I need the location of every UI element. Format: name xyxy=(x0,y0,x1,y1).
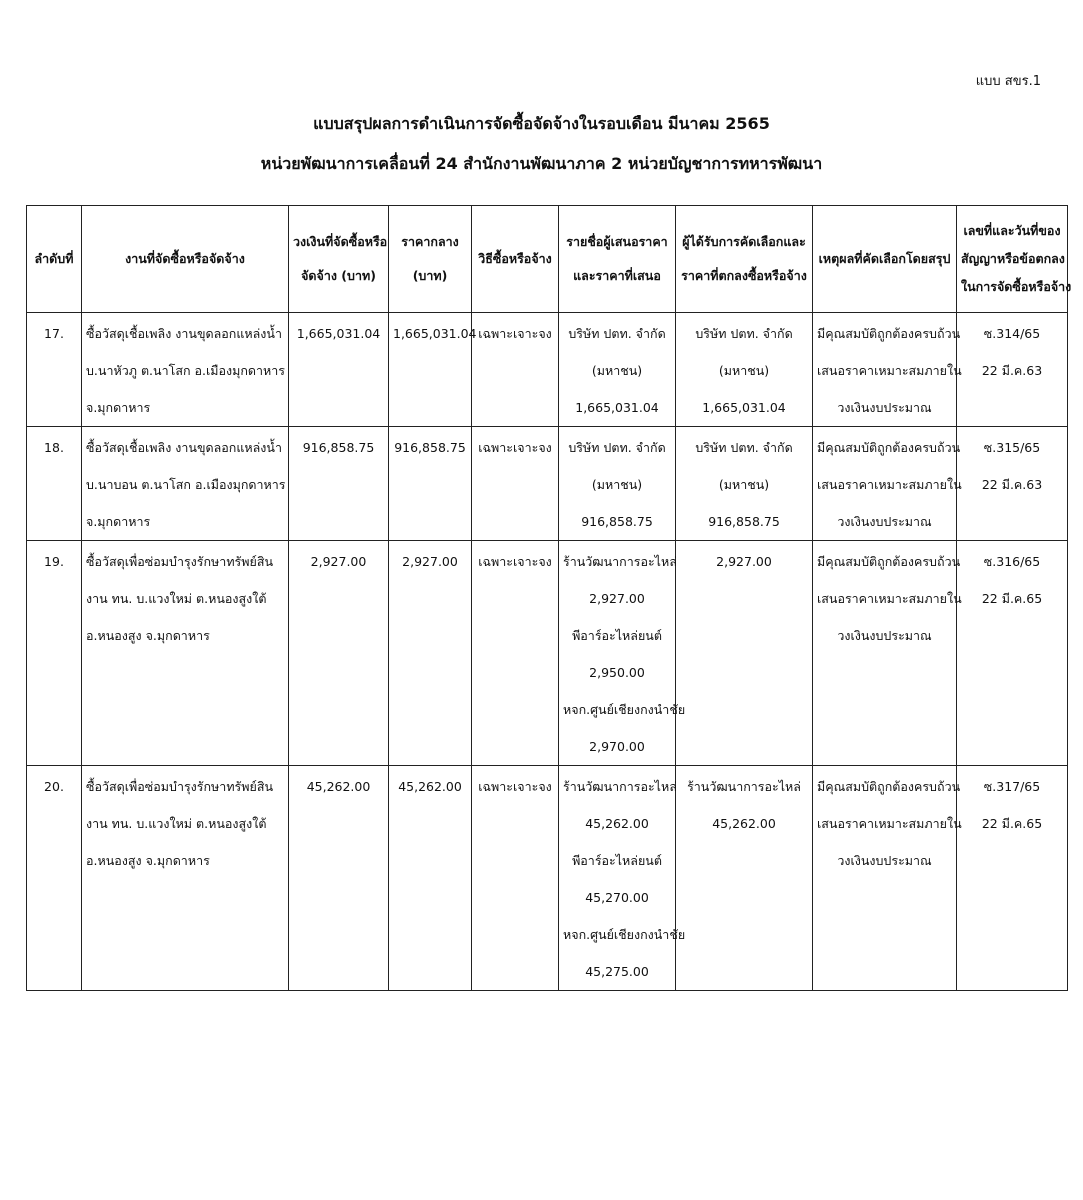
row-contract: ซ.315/65 22 มี.ค.63 xyxy=(957,427,1068,541)
row-bidders: ร้านวัฒนาการอะไหล่ 2,927.00 พีอาร์อะไหล่ยนต์ 2,950.00 หจก.ศูนย์เชียงกงนำชัย 2,970.00 xyxy=(559,541,676,766)
row-contract: ซ.317/65 22 มี.ค.65 xyxy=(957,766,1068,991)
table-row xyxy=(27,427,1068,541)
row-method: เฉพาะเจาะจง xyxy=(472,427,559,541)
row-reason: มีคุณสมบัติถูกต้องครบถ้วน เสนอราคาเหมาะสมภายใน วงเงินงบประมาณ xyxy=(813,766,957,991)
row-bidders: บริษัท ปตท. จำกัด (มหาชน) 1,665,031.04 xyxy=(559,313,676,427)
row-selected: ร้านวัฒนาการอะไหล่ 45,262.00 xyxy=(676,766,813,991)
row-work: ซื้อวัสดุเพื่อซ่อมบำรุงรักษาทรัพย์สิน งาน ทน. บ.แวงใหม่ ต.หนองสูงใต้ อ.หนองสูง จ.มุกดาหาร xyxy=(82,541,289,766)
row-work: ซื้อวัสดุเชื้อเพลิง งานขุดลอกแหล่งน้ำ บ.นาหัวภู ต.นาโสก อ.เมืองมุกดาหาร จ.มุกดาหาร xyxy=(82,313,289,427)
row-no: 17. xyxy=(27,313,82,427)
row-method: เฉพาะเจาะจง xyxy=(472,313,559,427)
header-budget: วงเงินที่จัดซื้อหรือ จัดจ้าง (บาท) xyxy=(289,206,389,313)
document-title: แบบสรุปผลการดำเนินการจัดซื้อจัดจ้างในรอบเดือน มีนาคม 2565 xyxy=(313,114,770,133)
row-work: ซื้อวัสดุเพื่อซ่อมบำรุงรักษาทรัพย์สิน งาน ทน. บ.แวงใหม่ ต.หนองสูงใต้ อ.หนองสูง จ.มุกดาหาร xyxy=(82,766,289,991)
row-median-price: 2,927.00 xyxy=(389,541,472,766)
row-no: 19. xyxy=(27,541,82,766)
table-row xyxy=(27,766,1068,991)
row-budget: 916,858.75 xyxy=(289,427,389,541)
header-work: งานที่จัดซื้อหรือจัดจ้าง xyxy=(82,206,289,313)
row-method: เฉพาะเจาะจง xyxy=(472,766,559,991)
row-reason: มีคุณสมบัติถูกต้องครบถ้วน เสนอราคาเหมาะสมภายใน วงเงินงบประมาณ xyxy=(813,541,957,766)
header-bidders: รายชื่อผู้เสนอราคา และราคาที่เสนอ xyxy=(559,206,676,313)
row-selected: 2,927.00 xyxy=(676,541,813,766)
row-bidders: บริษัท ปตท. จำกัด (มหาชน) 916,858.75 xyxy=(559,427,676,541)
row-median-price: 1,665,031.04 xyxy=(389,313,472,427)
header-no: ลำดับที่ xyxy=(27,206,82,313)
row-budget: 1,665,031.04 xyxy=(289,313,389,427)
row-bidders: ร้านวัฒนาการอะไหล่ 45,262.00 พีอาร์อะไหล่ยนต์ 45,270.00 หจก.ศูนย์เชียงกงนำชัย 45,275.00 xyxy=(559,766,676,991)
header-row xyxy=(27,206,1068,313)
row-budget: 45,262.00 xyxy=(289,766,389,991)
row-work: ซื้อวัสดุเชื้อเพลิง งานขุดลอกแหล่งน้ำ บ.นาบอน ต.นาโสก อ.เมืองมุกดาหาร จ.มุกดาหาร xyxy=(82,427,289,541)
row-selected: บริษัท ปตท. จำกัด (มหาชน) 1,665,031.04 xyxy=(676,313,813,427)
row-selected: บริษัท ปตท. จำกัด (มหาชน) 916,858.75 xyxy=(676,427,813,541)
row-reason: มีคุณสมบัติถูกต้องครบถ้วน เสนอราคาเหมาะสมภายใน วงเงินงบประมาณ xyxy=(813,313,957,427)
procurement-table xyxy=(26,205,1072,991)
row-median-price: 916,858.75 xyxy=(389,427,472,541)
header-median-price: ราคากลาง (บาท) xyxy=(389,206,472,313)
row-no: 20. xyxy=(27,766,82,991)
header-method: วิธีซื้อหรือจ้าง xyxy=(472,206,559,313)
header-selected: ผู้ได้รับการคัดเลือกและ ราคาที่ตกลงซื้อหรือจ้าง xyxy=(676,206,813,313)
table-row xyxy=(27,313,1068,427)
row-no: 18. xyxy=(27,427,82,541)
table-row xyxy=(27,541,1068,766)
row-method: เฉพาะเจาะจง xyxy=(472,541,559,766)
header-contract: เลขที่และวันที่ของ สัญญาหรือข้อตกลง ในการจัดซื้อหรือจ้าง xyxy=(957,206,1068,313)
header-reason: เหตุผลที่คัดเลือกโดยสรุป xyxy=(813,206,957,313)
row-median-price: 45,262.00 xyxy=(389,766,472,991)
row-budget: 2,927.00 xyxy=(289,541,389,766)
document-subtitle: หน่วยพัฒนาการเคลื่อนที่ 24 สำนักงานพัฒนาภาค 2 หน่วยบัญชาการทหารพัฒนา xyxy=(260,154,823,173)
row-contract: ซ.314/65 22 มี.ค.63 xyxy=(957,313,1068,427)
row-contract: ซ.316/65 22 มี.ค.65 xyxy=(957,541,1068,766)
form-code: แบบ สขร.1 xyxy=(975,74,1041,89)
row-reason: มีคุณสมบัติถูกต้องครบถ้วน เสนอราคาเหมาะสมภายใน วงเงินงบประมาณ xyxy=(813,427,957,541)
